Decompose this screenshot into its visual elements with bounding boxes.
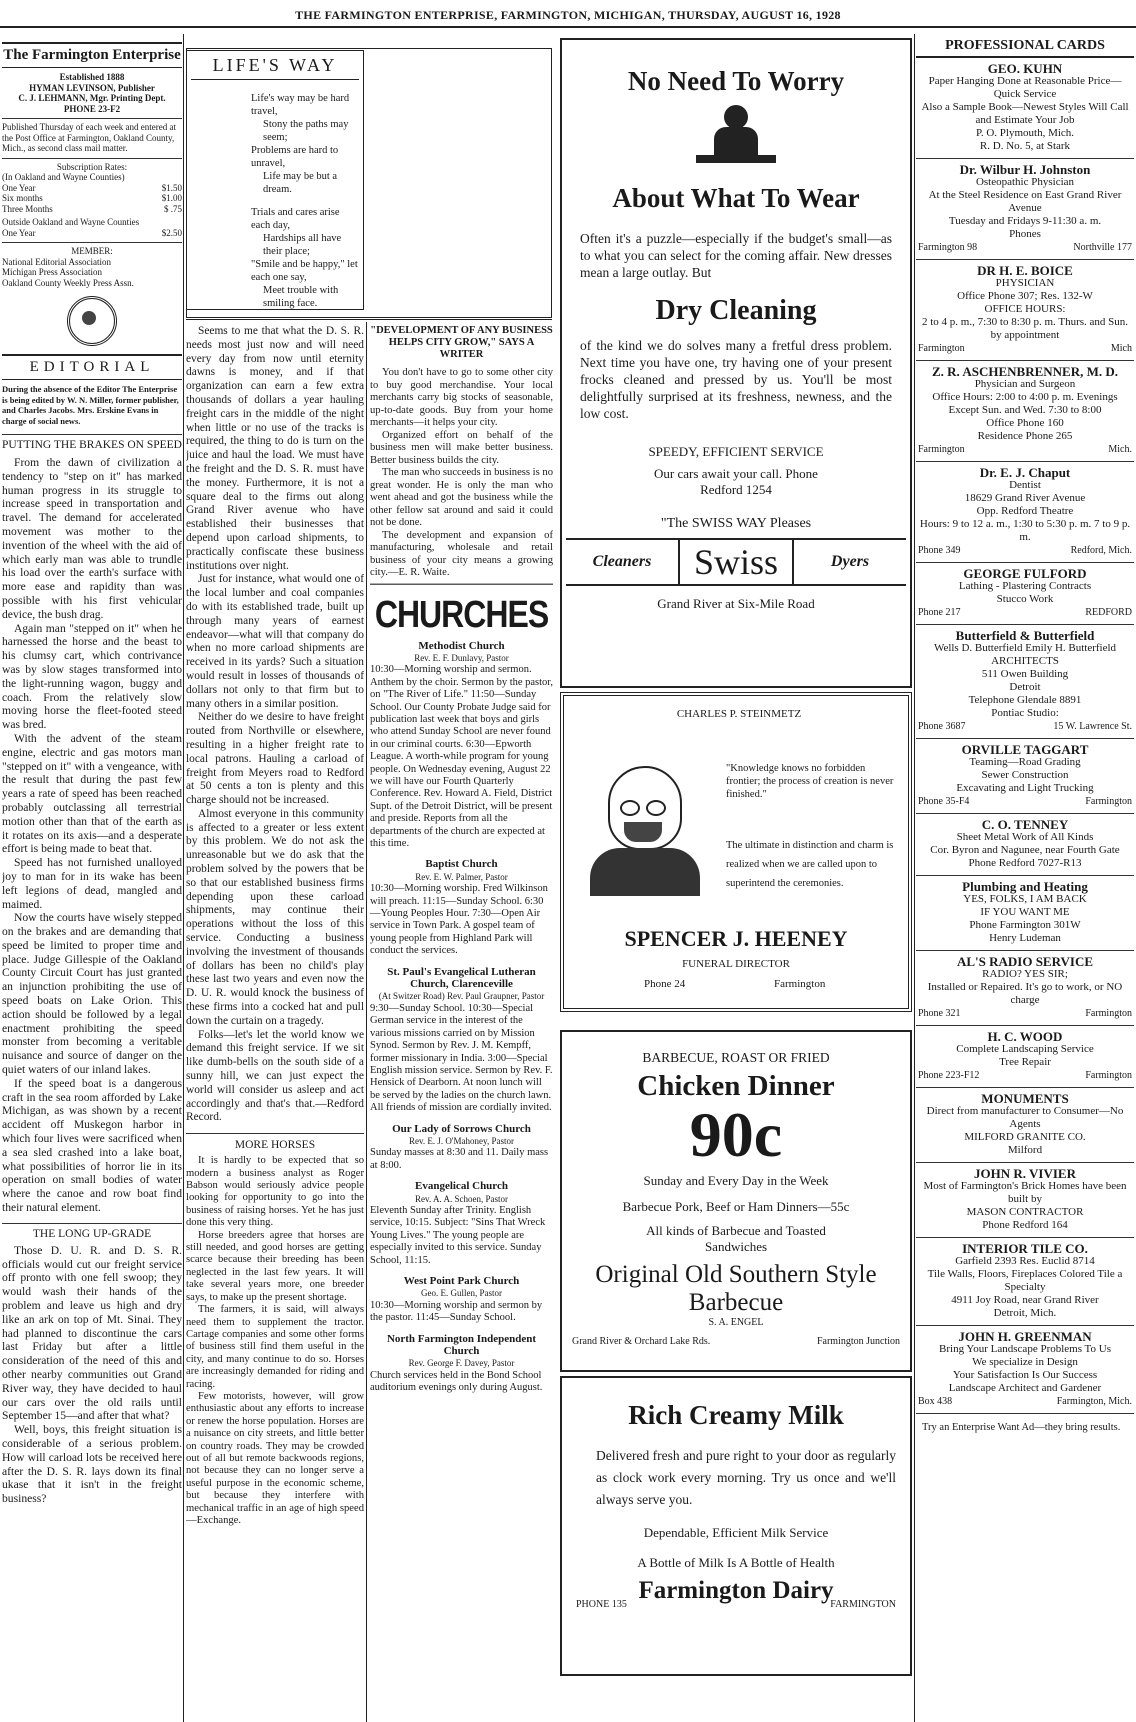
bbq-name: Original Old Southern Style (595, 1261, 877, 1288)
card-footer-text: Farmington (1085, 796, 1132, 807)
swiss-banner (566, 538, 906, 586)
card-name: Dr. E. J. Chaput (979, 465, 1071, 480)
card-footer-text: Farmington (1085, 1070, 1132, 1081)
card-name: AL'S RADIO SERVICE (956, 954, 1094, 969)
paragraph: It is hardly to be expected that so modern a business analyst as Roger Babson would seriously advice people looking for opportunity to go into the business of raising horses. Yet he has just done this very thing. (186, 1155, 364, 1229)
professional-card (916, 563, 1134, 625)
professional-card (916, 1088, 1134, 1163)
card-line: 18629 Grand River Avenue (964, 492, 1086, 504)
card-line: Bring Your Landscape Problems To Us (939, 1343, 1111, 1355)
card-line: Physician and Surgeon (974, 378, 1076, 390)
church-pastor: Rev. George F. Davey, Pastor (408, 1358, 515, 1369)
card-footer (918, 720, 1132, 733)
dairy-body: Delivered fresh and pure right to your door as regularly as clock work every morning. Try us once and we'll always serve you. (596, 1448, 896, 1507)
card-line: Pontiac Studio: (991, 707, 1059, 719)
card-line: Henry Ludeman (989, 932, 1061, 944)
card-footer-text: Phone 223-F12 (918, 1070, 980, 1081)
church-name: Methodist Church (418, 639, 505, 652)
card-line: Hours: 9 to 12 a. m., 1:30 to 5:30 p. m. 7 to 9 p. m. (919, 518, 1131, 543)
card-line: Telephone Glendale 8891 (968, 694, 1082, 706)
card-line: MILFORD GRANITE CO. (964, 1131, 1086, 1143)
card-line: Office Phone 160 (986, 417, 1064, 429)
professional-card (916, 951, 1134, 1026)
card-line: OFFICE HOURS: (984, 303, 1066, 315)
paragraph: Folks—let's let the world know we demand this freight service. If we sit like dumb-bells on the south side of a sunny hill, we can just expect the world will consider us asleep and act accordingly and that's that.—Redford Record. (186, 1028, 364, 1124)
poem-body (191, 92, 359, 310)
bbq-sub: Sunday and Every Day in the Week (643, 1173, 829, 1188)
dairy-phone: PHONE 135 (576, 1599, 627, 1610)
paragraph: Neither do we desire to have freight routed from Northville or elsewhere, resulting in a higher freight rate to local patrons. Hauling a carload of freight from Meyers road to Redford at 50 cents a ton is plenty and this charge should not be increased. (186, 711, 364, 807)
professional-card (916, 361, 1134, 462)
bbq-chicken-dinner: Chicken Dinner (637, 1070, 835, 1102)
rate-row: One Year $2.50 (2, 227, 182, 238)
professional-card (916, 58, 1134, 159)
church-name: St. Paul's Evangelical Lutheran Church, Clarenceville (387, 965, 536, 991)
bbq-owner: S. A. ENGEL (708, 1317, 764, 1328)
card-line: Garfield 2393 Res. Euclid 8714 (955, 1255, 1095, 1267)
card-name: INTERIOR TILE CO. (962, 1241, 1088, 1256)
card-footer (918, 1069, 1132, 1082)
business-article (370, 367, 553, 580)
card-line: Your Satisfaction Is Our Success (952, 1369, 1098, 1381)
card-line: ARCHITECTS (991, 655, 1059, 667)
card-line: We specialize in Design (972, 1356, 1078, 1368)
horses-headline: MORE HORSES (186, 1133, 364, 1151)
cards-list (916, 58, 1134, 1414)
professional-card (916, 1163, 1134, 1238)
editorial-note: During the absence of the Editor The Enterprise is being edited by W. N. Miller, former publisher, and Charles Jacobs. Mrs. Erskine Evans in charge of social news. (2, 384, 179, 426)
bbq-line: Barbecue Pork, Beef or Ham Dinners—55c (622, 1199, 850, 1214)
paragraph: Horse breeders agree that horses are still needed, and good horses are getting scarce because their breeding has been neglected in the last few years. It will take several years more, one breeder says, to make up the present shortage. (186, 1229, 364, 1303)
swiss-cleaners-label: Cleaners (592, 553, 652, 570)
horses-article (186, 1155, 364, 1527)
card-line: Lathing - Plastering Contracts (958, 580, 1092, 592)
card-line: Direct from manufacturer to Consumer—No Agents (926, 1105, 1124, 1130)
card-name: JOHN R. VIVIER (974, 1166, 1076, 1181)
card-footer-text: Mich. (1108, 444, 1132, 455)
column-rule (366, 322, 367, 1722)
poem-line: "Smile and be happy," let each one say, (251, 259, 358, 283)
card-footer-text: Phone 217 (918, 607, 961, 618)
card-line: Phone Redford 164 (982, 1219, 1068, 1231)
church-text: 10:30—Morning worship and sermon. Anthem by the choir. Sermon by the pastor, on "The River of Life." 11:50—Sunday School. Our County Probate Judge said for publication last week that boys and girls who attend Sunday School are never found in our criminal courts. 6:30—Epworth League. A worth-while program for young people. On Wednesday evening, August 22 we will have our Fourth Quarterly Conference. Rev. Howard A. Field, District Supt. of the Detroit District, will be present and preside. Reports from all the departments of the church are expected at this time. (370, 664, 553, 849)
ad-body: Often it's a puzzle—especially if the budget's small—as to what you can select for the coming affair. New dresses mean a large outlay. But (580, 231, 892, 280)
page-header: THE FARMINGTON ENTERPRISE, FARMINGTON, MICHIGAN, THURSDAY, AUGUST 16, 1928 (295, 8, 841, 22)
swiss-cleaners-ad (560, 38, 912, 688)
card-line: R. D. No. 5, at Stark (979, 140, 1071, 152)
church-pastor: (At Switzer Road) Rev. Paul Graupner, Pastor (378, 991, 545, 1002)
professional-card (916, 814, 1134, 876)
card-line: Phone Redford 7027-R13 (968, 857, 1082, 869)
barbecue-ad (560, 1030, 912, 1372)
lady-illustration (696, 105, 776, 175)
bbq-headline: BARBECUE, ROAST OR FRIED (642, 1050, 830, 1065)
swiss-brand: Swiss (678, 540, 794, 584)
paragraph: Just for instance, what would one of the local lumber and coal companies do with its established trade, built up through many years of earnest endeavor—what will that company do when no more carload shipments are received in its yards? Such a situation would result in losses of thousands of dollars not only to that firm but to many others in a similar position. (186, 573, 364, 710)
card-line: Wells D. Butterfield Emily H. Butterfield (933, 642, 1117, 654)
card-footer (918, 606, 1132, 619)
paragraph: With the advent of the steam engine, electric and gas motors man "stepped on it" with a vengeance, with the result that during the past few years a rate of speed has been reached probably outclassing all terrestrial motion other than that of the earth as it rotates on its axis—and a desperate effort is being made to beat that. (2, 731, 182, 856)
card-line: Residence Phone 265 (977, 430, 1073, 442)
bbq-footer (572, 1336, 900, 1347)
card-name: GEORGE FULFORD (963, 566, 1087, 581)
dairy-line-2: A Bottle of Milk Is A Bottle of Health (637, 1555, 835, 1570)
churches-list (370, 640, 553, 1395)
column-freight-horses (186, 325, 364, 1722)
member-line: Oakland County Weekly Press Assn. (2, 277, 134, 288)
card-line: Teaming—Road Grading (969, 756, 1081, 768)
poem-rule (186, 319, 552, 320)
churches-title: CHURCHES (370, 583, 553, 636)
member-line: National Editorial Association (2, 256, 111, 267)
card-line: At the Steel Residence on East Grand River Avenue (928, 189, 1122, 214)
swiss-dyers-label: Dyers (830, 553, 870, 570)
church-name: North Farmington Independent Church (386, 1332, 537, 1358)
poem-title: LIFE'S WAY (191, 55, 359, 80)
card-line: Milford (1007, 1144, 1043, 1156)
card-footer-text: Farmington (1085, 1008, 1132, 1019)
professional-card (916, 1026, 1134, 1088)
card-name: DR H. E. BOICE (977, 263, 1073, 278)
card-footer (918, 795, 1132, 808)
card-line: Detroit (1009, 681, 1041, 693)
bbq-line-2: All kinds of Barbecue and Toasted Sandwiches (646, 1223, 826, 1254)
dairy-ad (560, 1376, 912, 1676)
church-pastor: Rev. E. F. Dunlavy, Pastor (414, 652, 509, 663)
masthead-line: C. J. LEHMANN, Mgr. Printing Dept. (18, 93, 166, 103)
church-text: 9:30—Sunday School. 10:30—Special German service in the interest of the various missions carried on by Mission Synod. Sermon by Rev. J. M. Kempff, former missionary in India. 3:00—Special English mission service. Sermon by Rev. F. Hensick of Dearborn. At noon lunch will be served by the ladies on the church lawn. All friends of mission are cordially invited. (370, 1002, 553, 1114)
card-line: Tile Walls, Floors, Fireplaces Colored Tile a Specialty (927, 1268, 1123, 1293)
poem-box (186, 50, 364, 310)
paragraph: Well, boys, this freight situation is considerable of a serious problem. How will carload lots be received here after the D. S. R. lays down its final ukase that it isn't in the freight business? (2, 1423, 182, 1506)
card-line: Office Phone 307; Res. 132-W (957, 290, 1093, 302)
poem-line: Life's way may be hard travel, (251, 93, 350, 117)
card-line: Landscape Architect and Gardener (948, 1382, 1102, 1394)
professional-cards (916, 38, 1134, 1722)
poem-line: Hardships all have their place; (263, 233, 342, 257)
church-pastor: Geo. E. Gullen, Pastor (421, 1288, 502, 1299)
card-line: Opp. Redford Theatre (976, 505, 1074, 517)
card-footer-text: REDFORD (1085, 607, 1132, 618)
professional-card (916, 876, 1134, 951)
business-headline: "DEVELOPMENT OF ANY BUSINESS HELPS CITY GROW," SAYS A WRITER (370, 325, 553, 360)
rate-row: One Year $1.50 (2, 182, 182, 193)
card-line: Excavating and Light Trucking (956, 782, 1094, 794)
card-line: RADIO? YES SIR; (982, 968, 1068, 980)
masthead-line: Established 1888 (59, 72, 125, 82)
ad-address: Grand River at Six-Mile Road (657, 596, 815, 611)
card-name: JOHN H. GREENMAN (958, 1329, 1092, 1344)
paragraph: Those D. U. R. and D. S. R. officials would cut our freight service off pronto with one fell swoop; they would wash their hands of the problem and leave us high and dry like an ark on top of Mt. Sinai. They had planned to discontinue the cars last Friday but after a little consideration of the need of this and other nearby communities out Grand River way, they have decided to haul our cars over the old rails until September 15—and after that what? (2, 1243, 182, 1423)
card-line: Cor. Byron and Nagunee, near Fourth Gate (930, 844, 1120, 856)
editorial-body (2, 456, 182, 1215)
paragraph: If the speed boat is a dangerous craft in the sea room afforded by Lake Michigan, as was shown by a recent accident off Muskegon harbor in which four lives were sacrificed when a sea sled crashed into a lake boat, what possibilities of horror lie in its operation on small bodies of water where the canoe and row boat find their natural element. (2, 1076, 182, 1215)
paragraph: Speed has not furnished unalloyed joy to man for in its wake has been left legions of dead, mangled and maimed. (2, 856, 182, 911)
editorial-headline-2: THE LONG UP-GRADE (2, 1223, 182, 1240)
card-footer-text: Farmington 98 (918, 242, 978, 253)
church-name: Our Lady of Sorrows Church (392, 1122, 531, 1135)
paragraph: From the dawn of civilization a tendency to "step on it" has marked human progress in its struggle to increase speed in transportation and travel. The demand for accelerated movement was mother to the invention of the wheel with the aid of which early man was able to trundle his load over the earth's surface with more ease and rapidity than was possible with his first vehicular device, the bush drag. (2, 456, 182, 621)
card-footer-text: Phone 3687 (918, 721, 966, 732)
card-line: P. O. Plymouth, Mich. (975, 127, 1075, 139)
church-name: Baptist Church (425, 858, 498, 871)
paragraph: Few motorists, however, will grow enthusiastic about any efforts to increase or renew the horse population. Horses are a nuisance on city streets, and little better on country roads. They may be crowded out of all but remote backwoods regions, not because they can no longer serve a useful purpose in the economic scheme, but because they interfere with mechanical traffic in an age of high speed—Exchange. (186, 1390, 364, 1526)
card-name: Plumbing and Heating (962, 879, 1088, 894)
poem-line: Problems are hard to unravel, (251, 145, 339, 169)
card-line: Phone Farmington 301W (969, 919, 1081, 931)
card-footer (918, 1007, 1132, 1020)
column-masthead-editorial (2, 42, 182, 1722)
bbq-town: Farmington Junction (816, 1336, 900, 1347)
card-line: MASON CONTRACTOR (966, 1206, 1084, 1218)
card-line: Sewer Construction (981, 769, 1069, 781)
card-line: Dentist (1009, 479, 1041, 491)
professional-card (916, 159, 1134, 260)
card-name: H. C. WOOD (987, 1029, 1063, 1044)
professional-card (916, 739, 1134, 814)
card-name: C. O. TENNEY (981, 817, 1069, 832)
poem-line: Stony the paths may seem; (263, 119, 349, 143)
cards-title: PROFESSIONAL CARDS (916, 38, 1134, 58)
member-title: MEMBER: (2, 242, 182, 257)
church-text: Church services held in the Bond School auditorium evenings only during August. (370, 1369, 543, 1394)
card-footer-text: 15 W. Lawrence St. (1053, 721, 1132, 732)
rate-row: Three Months $ .75 (2, 203, 182, 214)
paragraph: You don't have to go to some other city to buy good merchandise. Your local merchants carry big stocks of seasonable, up-to-date goods. Buy from your home merchants—it helps your city. (370, 367, 553, 428)
card-name: Z. R. ASCHENBRENNER, M. D. (932, 364, 1118, 379)
church-pastor: Rev. E. W. Palmer, Pastor (415, 871, 508, 882)
card-line: Detroit, Mich. (993, 1307, 1057, 1319)
editorial-body-2 (2, 1244, 182, 1506)
editorial-headline: PUTTING THE BRAKES ON SPEED (2, 434, 182, 451)
card-line: Installed or Repaired. It's go to work, or NO charge (927, 981, 1123, 1006)
card-line: Tree Repair (999, 1056, 1051, 1068)
steinmetz-portrait (590, 766, 700, 896)
masthead-line: PHONE 23-F2 (63, 103, 121, 114)
paragraph: The development and expansion of manufacturing, wholesale and retail business of your city means a growing city.—E. R. Waite. (370, 529, 553, 578)
poem-line: Life may be but a dream. (263, 171, 338, 195)
card-footer-text: Redford, Mich. (1070, 545, 1132, 556)
card-name: GEO. KUHN (987, 61, 1063, 76)
professional-card (916, 1326, 1134, 1414)
card-line: Stucco Work (996, 593, 1054, 605)
masthead-line: HYMAN LEVINSON, Publisher (29, 82, 155, 93)
church-text: Sunday masses at 8:30 and 11. Daily mass at 8:00. (370, 1147, 549, 1171)
heeney-title: FUNERAL DIRECTOR (682, 958, 790, 970)
card-line: Also a Sample Book—Newest Styles Will Call and Estimate Your Job (921, 101, 1129, 126)
professional-card (916, 1238, 1134, 1326)
dairy-line: Dependable, Efficient Milk Service (643, 1525, 829, 1540)
professional-card (916, 625, 1134, 739)
card-footer (918, 544, 1132, 557)
dairy-name: Farmington Dairy (638, 1577, 834, 1604)
rates-sub: (In Oakland and Wayne Counties) (2, 172, 125, 182)
card-footer-text: Box 438 (918, 1396, 953, 1407)
card-footer-text: Farmington (918, 444, 965, 455)
ad-service: SPEEDY, EFFICIENT SERVICE (648, 444, 824, 459)
card-name: MONUMENTS (981, 1091, 1069, 1106)
rate-row: Six months $1.00 (2, 193, 182, 203)
ad-dry-cleaning: Dry Cleaning (655, 295, 817, 326)
card-line: Most of Farmington's Brick Homes have been built by (923, 1180, 1127, 1205)
church-pastor: Rev. A. A. Schoen, Pastor (415, 1193, 508, 1204)
heeney-phone: Phone 24 (644, 978, 686, 990)
header-rule (0, 26, 1136, 28)
ad-slogan: "The SWISS WAY Pleases (660, 516, 812, 531)
heeney-town: Farmington (774, 978, 826, 990)
paragraph: Organized effort on behalf of the business men will make better business. Better business builds the city. (370, 429, 553, 466)
church-text: 10:30—Morning worship and sermon by the pastor. 11:45—Sunday School. (370, 1299, 543, 1324)
card-footer-text: Phone 349 (918, 545, 961, 556)
church-text: 10:30—Morning worship. Fred Wilkinson will preach. 11:15—Sunday School. 6:30—Young Peoples Hour. 7:30—Open Air service in Town Park. A gospel team of young people from Highland Park will conduct the services. (370, 883, 548, 957)
ad-body-2: of the kind we do solves many a fretful dress problem. Next time you have one, try having one of your present frocks cleaned and pressed by us. You'll be most delightfully surprised at its freshness, newness, and the low cost. (580, 338, 892, 421)
card-footer-text: Farmington, Mich. (1056, 1396, 1132, 1407)
column-rule (914, 34, 915, 1722)
rates-title: Subscription Rates: (2, 158, 182, 173)
outside-rates: Outside Oakland and Wayne Counties (2, 217, 140, 227)
card-footer-text: Mich (1110, 343, 1132, 354)
card-name: ORVILLE TAGGART (961, 742, 1089, 757)
portrait-name: CHARLES P. STEINMETZ (676, 708, 802, 720)
freight-article (186, 325, 364, 1125)
bbq-name-2: Barbecue (688, 1289, 784, 1316)
card-line: 2 to 4 p. m., 7:30 to 8:30 p. m. Thurs. and Sun. by appointment (921, 316, 1129, 341)
paragraph: The farmers, it is said, will always need them to supplement the tractor. Cartage companies and some other forms of business still find them useful in the city, and many continue to do so. Horses are increasingly demanded for riding and racing. (186, 1304, 364, 1390)
ad-headline: No Need To Worry (627, 66, 845, 96)
masthead-name: The Farmington Enterprise (2, 42, 182, 68)
professional-card (916, 462, 1134, 563)
church-name: West Point Park Church (403, 1275, 520, 1287)
card-footer-text: Phone 321 (918, 1008, 961, 1019)
card-line: Tuesday and Fridays 9-11:30 a. m. (948, 215, 1102, 227)
cards-footer: Try an Enterprise Want Ad—they bring results. (922, 1422, 1121, 1433)
professional-card (916, 260, 1134, 361)
card-line: Phones (1009, 228, 1041, 240)
card-footer (918, 241, 1132, 254)
card-line: PHYSICIAN (995, 277, 1055, 289)
heeney-quote: "Knowledge knows no forbidden frontier; the process of creation is never finished." (726, 763, 894, 800)
paragraph: The man who succeeds in business is no great wonder. He is only the man who went ahead and got the business while the other fellow sat around and said it could not be done. (370, 467, 553, 528)
paragraph: Almost everyone in this community is affected to a greater or less extent by this problem. We do not ask the unreasonable but we do ask that the problem solved by the powers that be so that our established business firms depending upon these carload shipments, may continue their operations without the loss of this service. Conducting a business involving the investment of thousands of dollars has been no child's play these last two years and even now the D. U. R. would knock the business of these firms into a cocked hat and pull down the curtain on a tragedy. (186, 807, 364, 1027)
heeney-name: SPENCER J. HEENEY (624, 926, 848, 951)
card-footer (918, 1395, 1132, 1408)
heeney-text: The ultimate in distinction and charm is realized when we are called upon to superintend the ceremonies. (726, 840, 894, 889)
paragraph: Now the courts have wisely stepped on the brakes and are demanding that speed be limited to proper time and place. Judge Gillespie of the Oakland County Circuit Court has just granted an injunction prohibiting the use of speed boats on Lake Orion. This action should be followed by a legal enactment prohibiting the speed monster from becoming a veritable nuisance and source of danger on the quiet waters of our inland lakes. (2, 911, 182, 1077)
paragraph: Again man "stepped on it" when he harnessed the horse and the beast to his clumsy cart, which contrivance was by slow stages transformed into the light-running wagon, buggy and coach. From the relatively slow moving horse the fleet-footed steed was bred. (2, 621, 182, 732)
press-association-seal (67, 296, 117, 346)
heeney-funeral-ad (560, 692, 912, 1012)
card-name: Butterfield & Butterfield (955, 628, 1095, 643)
card-name: Dr. Wilbur H. Johnston (959, 162, 1091, 177)
card-line: Sheet Metal Work of All Kinds (956, 831, 1094, 843)
card-line: YES, FOLKS, I AM BACK (963, 893, 1087, 905)
card-footer (918, 342, 1132, 355)
card-footer (918, 443, 1132, 456)
card-footer-text: Phone 35-F4 (918, 796, 970, 807)
editorial-title: EDITORIAL (2, 354, 182, 380)
church-name: Evangelical Church (414, 1180, 508, 1193)
dairy-headline: Rich Creamy Milk (628, 1400, 844, 1430)
card-line: Osteopathic Physician (975, 176, 1075, 188)
card-footer-text: Northville 177 (1073, 242, 1132, 253)
poem-line: Meet trouble with smiling face. (263, 285, 339, 309)
card-line: IF YOU WANT ME (980, 906, 1070, 918)
card-line: Paper Hanging Done at Reasonable Price— Quick Service (928, 75, 1122, 100)
church-text: Eleventh Sunday after Trinity. English service, 10:15. Subject: "Sins That Wreck Young Lives." The young people are especially invited to this service. Sunday School, 11:15. (370, 1204, 546, 1266)
poem-line: Trials and cares arise each day, (251, 207, 340, 231)
card-line: Office Hours: 2:00 to 4:00 p. m. Evenings Except Sun. and Wed. 7:30 to 8:00 (932, 391, 1118, 416)
publication-notice: Published Thursday of each week and entered at the Post Office at Farmington, Oakland County, Mich., as second class mail matter. (2, 118, 182, 154)
paragraph: Seems to me that what the D. S. R. needs most just now and will need every day from now until eternity dawns is money, and if that organization can earn a few extra thousands of dollars a year hauling freight cars in the middle of the night when little or no use of the tracks is required, the thing to do is turn on the juice and haul the load. We must have the freight and the D. S. R. must have the money. Furthermore, it is not a square deal to the firms out along Grand River avenue who have established their businesses that depend upon carload shipments, to practically confiscate these business institutions over night. (186, 325, 364, 572)
church-pastor: Rev. E. J. O'Mahoney, Pastor (409, 1135, 514, 1146)
card-footer-text: Farmington (918, 343, 965, 354)
bbq-price: 90c (689, 1099, 783, 1170)
column-business-churches (370, 325, 553, 1722)
card-line: 511 Owen Building (981, 668, 1069, 680)
ad-call: Our cars await your call. Phone Redford 1254 (654, 466, 818, 497)
bbq-address: Grand River & Orchard Lake Rds. (572, 1336, 711, 1347)
ad-headline-2: About What To Wear (612, 183, 860, 213)
card-line: 4911 Joy Road, near Grand River (951, 1294, 1099, 1306)
member-line: Michigan Press Association (2, 267, 102, 277)
masthead-lines (2, 72, 182, 114)
column-rule (183, 34, 184, 1722)
dairy-town: FARMINGTON (830, 1599, 896, 1610)
card-line: Complete Landscaping Service (956, 1043, 1094, 1055)
